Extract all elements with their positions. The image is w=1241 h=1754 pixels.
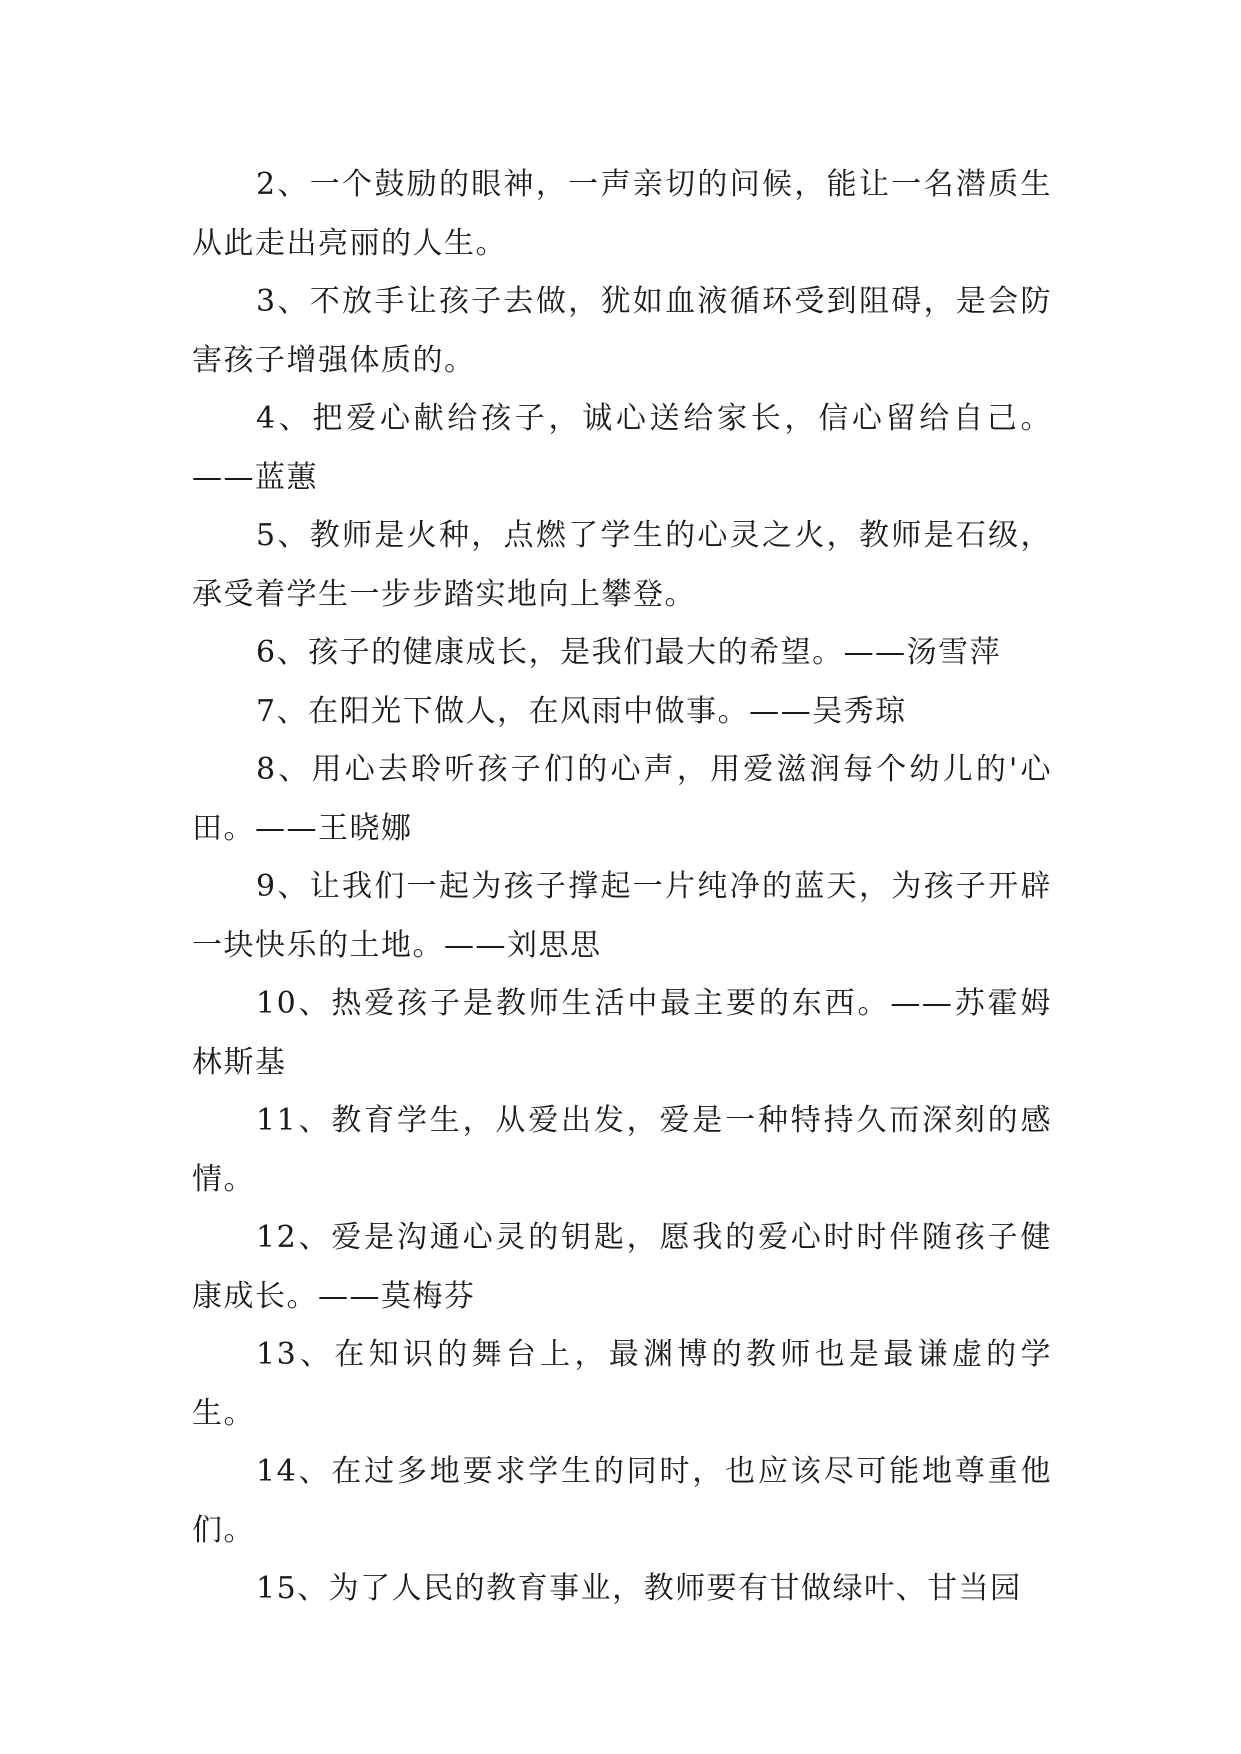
paragraph-12: 12、爱是沟通心灵的钥匙，愿我的爱心时时伴随孩子健康成长。——莫梅芬 bbox=[192, 1220, 1052, 1314]
paragraph-11: 11、教育学生，从爱出发，爱是一种特持久而深刻的感情。 bbox=[192, 1103, 1052, 1197]
paragraph-8: 8、用心去聆听孩子们的心声，用爱滋润每个幼儿的'心田。——王晓娜 bbox=[192, 752, 1052, 846]
paragraph-13: 13、在知识的舞台上，最渊博的教师也是最谦虚的学生。 bbox=[192, 1337, 1052, 1431]
paragraph-4: 4、把爱心献给孩子，诚心送给家长，信心留给自己。——蓝蕙 bbox=[192, 401, 1052, 495]
paragraph-9: 9、让我们一起为孩子撑起一片纯净的蓝天，为孩子开辟一块快乐的土地。——刘思思 bbox=[192, 869, 1052, 963]
paragraph-6: 6、孩子的健康成长，是我们最大的希望。——汤雪萍 bbox=[256, 635, 1002, 670]
paragraph-10: 10、热爱孩子是教师生活中最主要的东西。——苏霍姆林斯基 bbox=[192, 986, 1052, 1080]
paragraph-5: 5、教师是火种，点燃了学生的心灵之火，教师是石级，承受着学生一步步踏实地向上攀登。 bbox=[192, 518, 1052, 612]
paragraph-15: 15、为了人民的教育事业，教师要有甘做绿叶、甘当园 bbox=[256, 1571, 1022, 1606]
paragraph-3: 3、不放手让孩子去做，犹如血液循环受到阻碍，是会防害孩子增强体质的。 bbox=[192, 284, 1052, 378]
document-body bbox=[192, 156, 1052, 1619]
paragraph-14: 14、在过多地要求学生的同时，也应该尽可能地尊重他们。 bbox=[192, 1454, 1052, 1548]
paragraph-7: 7、在阳光下做人，在风雨中做事。——吴秀琼 bbox=[256, 693, 907, 729]
paragraph-2: 2、一个鼓励的眼神，一声亲切的问候，能让一名潜质生从此走出亮丽的人生。 bbox=[192, 167, 1052, 261]
